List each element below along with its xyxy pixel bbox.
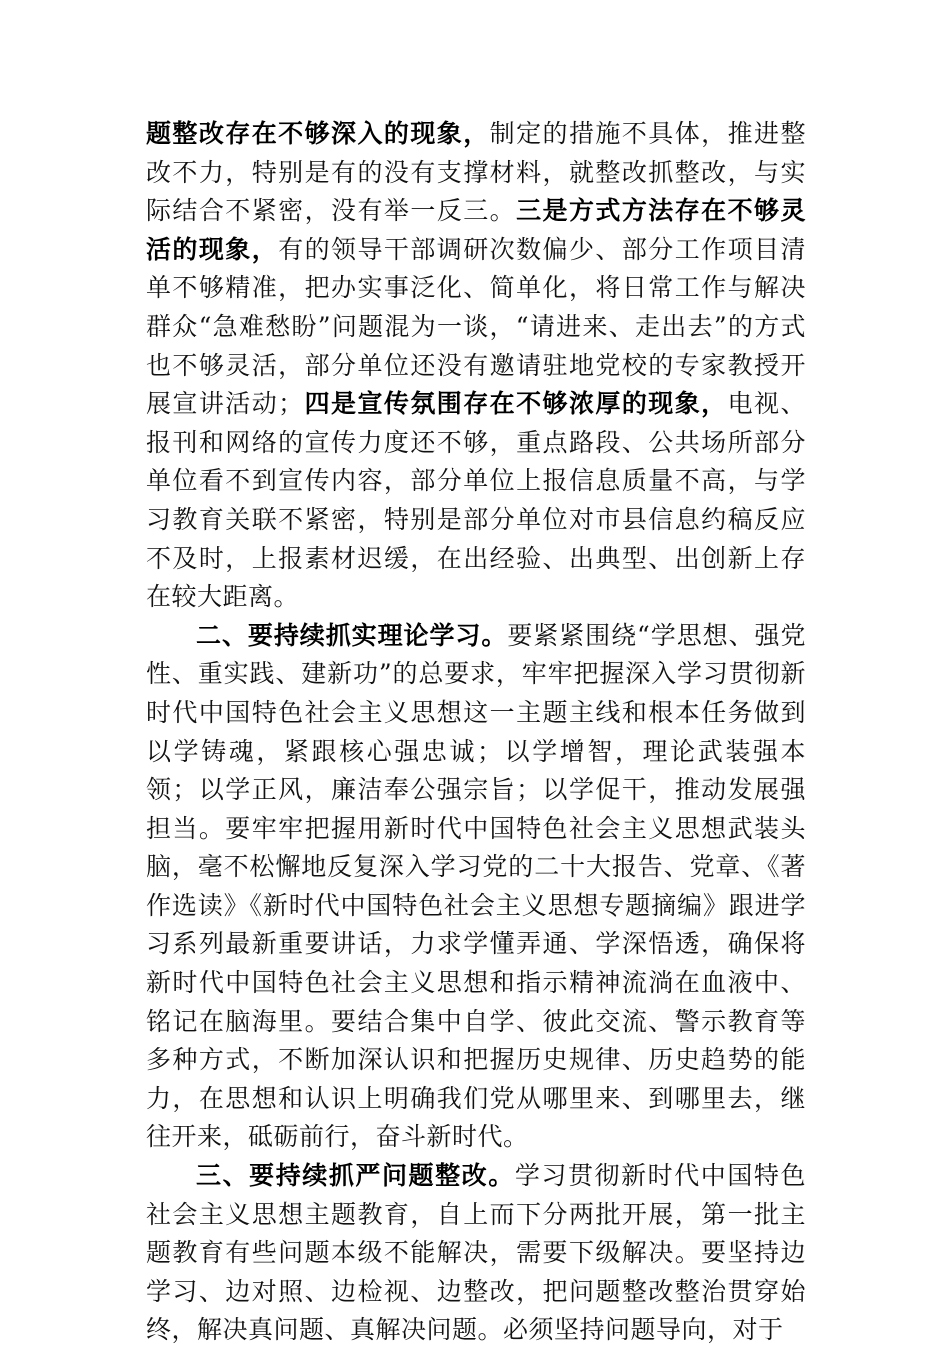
body-text: 制定的措施不具体，推进整改不力，特别是有的没有支撑材料，就整改抓整改，与实际结合不紧密，没有举一反三。: [146, 119, 806, 226]
section-heading-3: 三、要持续抓严问题整改。: [196, 1161, 515, 1191]
paragraph-problem-rectification: [146, 1157, 806, 1350]
body-text: 有的领导干部调研次数偏少、部分工作项目清单不够精准，把办实事泛化、简单化，将日常工作与解决群众“急难愁盼”问题混为一谈，“请进来、走出去”的方式也不够灵活，部分单位还没有邀请驻地党校的专家教授开展宣讲活动；: [146, 234, 806, 419]
paragraph-problems: [146, 115, 806, 617]
document-page: [146, 115, 806, 1350]
bold-lead-publicity: 四是宣传氛围存在不够浓厚的现象，: [303, 389, 728, 419]
body-text: 要紧紧围绕“学思想、强党性、重实践、建新功”的总要求，牢牢把握深入学习贯彻新时代中国特色社会主义思想这一主题主线和根本任务做到以学铸魂，紧跟核心强忠诚；以学增智，理论武装强本领；以学正风，廉洁奉公强宗旨；以学促干，推动发展强担当。要牢牢把握用新时代中国特色社会主义思想武装头脑，毫不松懈地反复深入学习党的二十大报告、党章、《著作选读》《新时代中国特色社会主义思想专题摘编》跟进学习系列最新重要讲话，力求学懂弄通、学深悟透，确保将新时代中国特色社会主义思想和指示精神流淌在血液中、铭记在脑海里。要结合集中自学、彼此交流、警示教育等多种方式，不断加深认识和把握历史规律、历史趋势的能力，在思想和认识上明确我们党从哪里来、到哪里去，继往开来，砥砺前行，奋斗新时代。: [146, 620, 806, 1152]
bold-lead-rectification: 题整改存在不够深入的现象，: [146, 119, 490, 148]
body-text: 电视、报刊和网络的宣传力度还不够，重点路段、公共场所部分单位看不到宣传内容，部分单位上报信息质量不高，与学习教育关联不紧密，特别是部分单位对市县信息约稿反应不及时，上报素材迟缓，在出经验、出典型、出创新上存在较大距离。: [146, 389, 806, 612]
bold-lead-methods: 三是方式方法存在不够灵活的现象，: [146, 196, 806, 264]
paragraph-theory-study: [146, 617, 806, 1157]
body-text: 学习贯彻新时代中国特色社会主义思想主题教育，自上而下分两批开展，第一批主题教育有些问题本级不能解决，需要下级解决。要坚持边学习、边对照、边检视、边整改，把问题整改整治贯穿始终，解决真问题、真解决问题。必须坚持问题导向，对于: [146, 1161, 806, 1345]
section-heading-2: 二、要持续抓实理论学习。: [196, 620, 508, 650]
